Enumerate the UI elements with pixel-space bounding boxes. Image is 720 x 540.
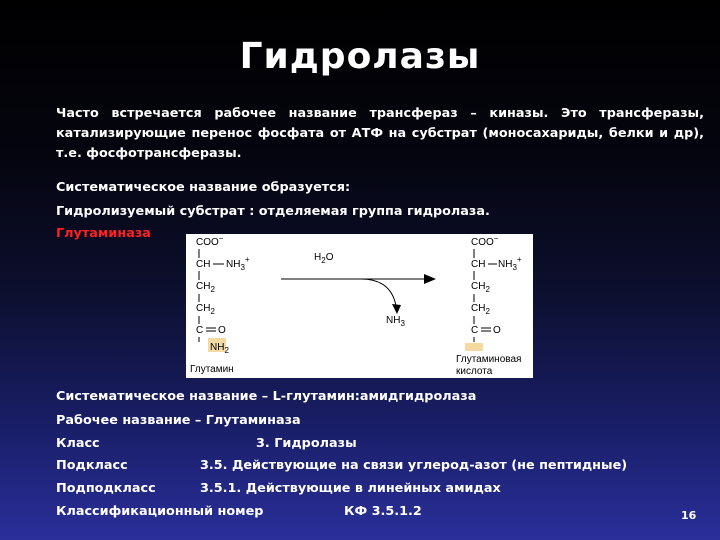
- svg-text:NH2: $NH_2$: [210, 342, 229, 355]
- subsubclass-label: Подподкласс: [56, 481, 156, 496]
- class-row: [56, 436, 676, 451]
- svg-text:O: O: [493, 325, 501, 336]
- subsubclass-row: [56, 481, 676, 496]
- svg-text:NH3: $NH_3$: [386, 315, 405, 328]
- svg-text:COO−: COO−: [196, 234, 224, 248]
- class-label: Класс: [56, 436, 100, 451]
- number-row: [56, 504, 556, 519]
- svg-text:COO−: COO−: [471, 234, 499, 248]
- svg-text:NH3+: $NH_3^+$: [226, 255, 250, 272]
- svg-text:CH: CH: [471, 259, 486, 270]
- number-label: Классификационный номер: [56, 504, 264, 519]
- intro-paragraph: Часто встречается рабочее название трансфераз – киназы. Это трансферазы, катализирующие перенос фосфата от АТФ на субстрат (моносахариды, белки и др), т.е. фосфотрансферазы.: [56, 106, 704, 161]
- number-value: КФ 3.5.1.2: [344, 504, 422, 519]
- svg-text:NH3+: $NH_3^+$: [498, 255, 522, 272]
- subclass-row: [56, 458, 676, 473]
- reaction-diagram: [186, 234, 533, 378]
- glutamine-structure: [190, 234, 250, 375]
- working-name: Рабочее название – Глутаминаза: [56, 413, 301, 428]
- svg-text:C: C: [471, 325, 479, 336]
- systematic-name: Систематическое название – L-глутамин:амидгидролаза: [56, 389, 477, 404]
- glutamic-acid-caption-2: кислота: [456, 366, 493, 377]
- class-value: 3. Гидролазы: [256, 436, 357, 451]
- svg-text:C: C: [196, 325, 204, 336]
- page-number: 16: [681, 509, 697, 522]
- systematic-intro: Систематическое название образуется:: [56, 180, 351, 195]
- glutamine-caption: Глутамин: [190, 364, 234, 375]
- subsubclass-value: 3.5.1. Действующие в линейных амидах: [200, 481, 501, 496]
- subclass-label: Подкласс: [56, 458, 128, 473]
- svg-text:CH2: $CH_2$: [471, 281, 490, 294]
- svg-text:H2O: $H_2O$: [314, 252, 334, 265]
- glutamic-acid-caption-1: Глутаминовая: [456, 354, 522, 365]
- slide-title: Гидролазы: [239, 36, 481, 77]
- glutamic-acid-structure: [456, 234, 522, 377]
- svg-text:O: O: [218, 325, 226, 336]
- enzyme-heading: Глутаминаза: [56, 226, 151, 241]
- svg-text:CH2: $CH_2$: [196, 303, 215, 316]
- reaction-arrow: [281, 252, 436, 328]
- svg-text:CH: CH: [196, 259, 211, 270]
- formula-line: Гидролизуемый субстрат : отделяемая группа гидролаза.: [56, 204, 490, 219]
- svg-text:CH2: $CH_2$: [471, 303, 490, 316]
- subclass-value: 3.5. Действующие на связи углерод-азот (не пептидные): [200, 458, 628, 473]
- svg-text:CH2: $CH_2$: [196, 281, 215, 294]
